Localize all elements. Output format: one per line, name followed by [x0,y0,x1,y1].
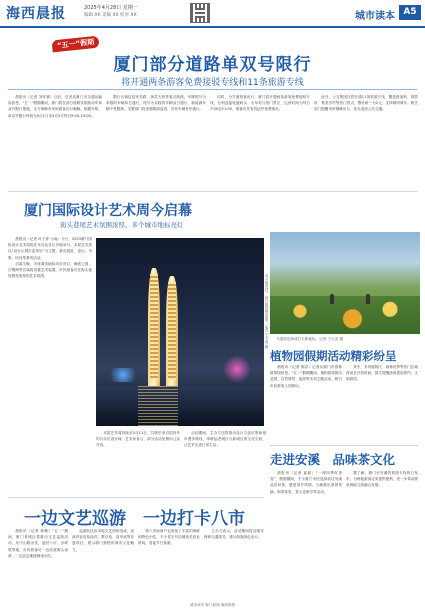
flower-headline[interactable]: 植物园假期活动精彩纷呈 [270,349,397,363]
walk-paragraph: 第八市场商户也准备了丰富的海鲜和特色小吃，不少老字号店铺延长营业时间，迎接节日客流。 [138,529,200,546]
lead-paragraph: 限行区域包括环岛路、演武大桥等重点路段，车牌尾号为单数的车辆单日通行，尾号为双数的车辆双日通行，新能源车辆不受限制。交警部门将加强路面巡查，引导车辆有序通行。 [106,95,206,112]
festival-paragraph: 本届艺术周持续至5月11日，共吸引来自国内外的百余位设计师、艺术家参与，部分活动免费向公众开放。 [96,431,180,448]
flower-park-photo [270,232,420,334]
holiday-kicker-badge: “五一”假期 [52,36,100,53]
walk-column-2 [72,528,134,598]
divider [270,445,418,446]
lead-column-1 [8,94,102,188]
lead-column-3 [210,94,310,188]
issue-meta: 编辑 XX 美编 XX 校对 XX [84,13,137,18]
park-photo-caption: 马銮湾花海成打卡新地标。记者 王火炎 摄 [276,337,343,341]
festival-subhead: 街头巷尾艺术氛围浓厚，多个城市地标亮灯 [60,221,184,229]
page-number-badge: A5 [399,5,421,20]
festival-paragraph: 活动期间，主办方还将推出设计文创市集和城市漫步路线，串联起老城区与新城区的文化空间，让艺术走进日常生活。 [184,431,266,448]
festival-column-2 [96,430,180,494]
night-skyline-photo [96,238,264,426]
festival-headline[interactable]: 厦门国际设计艺术周今启幕 [24,203,192,219]
divider [8,497,264,498]
lead-paragraph: 晨报讯（记者 刘怀颖）日前，记者从厦门市交通运输局获悉，“五一”假期期间，厦门将在部分道路实施机动车单双号限行措施，全力保障市民和游客出行顺畅。根据安排，单双号限行时段为5月1日至5月5日每日9:00-19:00。 [8,95,102,118]
walk-column-4 [204,528,264,598]
section-name: 城市读本 [355,11,395,22]
flower-paragraph: 其中，多肉植物区、雨林世界等热门区域将延长开放时间，园方提醒游客提前预约，文明游园。 [346,365,418,382]
walk-paragraph: 晨报讯（记者 黄琳）“五一”期间，厦门老城区将推出文艺巡游活动，从中山路出发，途经八市、沙坡尾等地，市民游客可一边欣赏街头表演，一边品尝地道闽南小吃。 [8,529,68,558]
page-footer: 城市读本 厦门新闻 海西晨报 [189,603,236,607]
lead-paragraph: 同时，为方便游客出行，厦门将开通两条游客免费接驳专线，分别连接轮渡码头、火车站与热门景区，运营时间为每日7:00至21:00，乘客可凭有效证件免费乘坐。 [210,95,310,112]
festival-paragraph: 启幕当晚，多座城市地标同步亮灯，海湾公园、白鹭洲等区域将设置艺术装置，市民游客可在街头巷尾感受浓厚的艺术氛围。 [8,261,92,279]
lead-paragraph: 此外，公交集团还将开通11条旅游专线，覆盖鼓浪屿、曾厝垵、集美学村等热门景点，票价统一为2元，支持刷码乘车。相关部门提醒市民错峰出行，优先选择公共交通。 [314,95,418,112]
lead-subhead: 将开通两条游客免费接驳专线和11条旅游专线 [121,78,304,88]
lead-column-2 [106,94,206,188]
light-glow [106,368,140,382]
twin-tower-right [166,276,178,386]
culture-headline[interactable]: 走进安溪 品味茶文化 [270,452,396,467]
flowerbed [270,296,420,334]
walk-column-1 [8,528,68,598]
flower-paragraph: 晨报讯（记者 陈洪）记者从厦门市园林植物园获悉，“五一”假期期间，植物园将推出花展、自然课堂、夜游等多项主题活动，吸引市民游客入园游玩。 [270,365,342,388]
newspaper-logo: 海西晨报 [6,6,66,22]
festival-paragraph: 晨报讯（记者 叶子青 小南）今日，2025厦门国际设计艺术周将在本岛及各区多地举行。本届艺术周以“设计让城市更美好”为主题，推出展览、论坛、市集、快闪等系列活动。 [8,237,92,260]
night-photo-caption: 双子塔亮灯，设计周氛围浓厚。记者 王火炎 摄 [265,274,269,349]
walk-column-3 [138,528,200,598]
twin-tower-left [148,268,160,386]
divider [8,89,417,90]
walk-headline[interactable]: 一边文艺巡游 一边打卡八市 [24,509,245,529]
culture-column-2 [346,470,418,598]
issue-date: 2025年4月28日 星期一 [84,5,138,11]
culture-paragraph: 据了解，厦门至安溪的旅游专线每日发车，为两地游客往来提供便利，进一步带动厦泉两地文旅融合发展。 [346,471,418,488]
visitor-figure [330,294,334,304]
festival-column-1 [8,236,92,494]
light-glow [224,354,250,384]
flower-column-1 [270,364,342,442]
masthead [0,0,425,28]
walk-paragraph: 巡游队伍由本地文艺团体组成，表演内容包括南音、歌仔戏、高甲戏等非遗项目，展示厦门独特的城市文化魅力。 [72,529,134,552]
divider [8,191,418,192]
culture-column-1 [270,470,342,598]
lead-headline[interactable]: 厦门部分道路单双号限行 [113,55,312,75]
walk-paragraph: 主办方表示，活动期间将加强安保和交通疏导，建议游客绿色出行。 [204,529,264,540]
flower-column-2 [346,364,418,442]
water-reflection [96,386,264,426]
lead-column-4 [314,94,418,188]
festival-column-3 [184,430,266,494]
visitor-figure [366,294,370,304]
culture-paragraph: 晨报讯（记者 崔斌）“一城四季好茶香”，假期期间，不少厦门市民选择前往安溪品茗问茶，感受茶乡风情。当地推出茶园采摘、制茶体验、茶文化研学等活动。 [270,471,342,494]
qr-code-icon[interactable] [190,3,210,23]
